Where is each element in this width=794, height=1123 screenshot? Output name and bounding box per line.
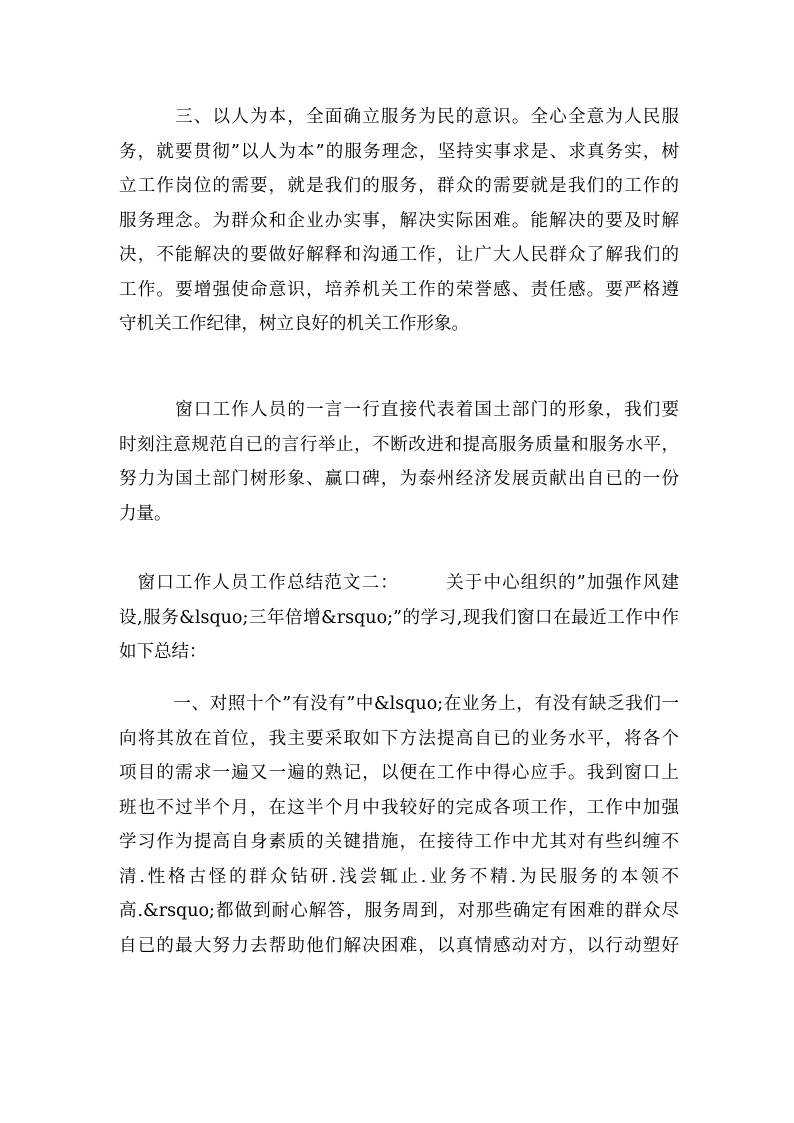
- text-line: 学习作为提高自身素质的关键措施，在接待工作中尤其对有些纠缠不: [119, 832, 679, 852]
- text-line: 工作。要增强使命意识，培养机关工作的荣誉感、责任感。要严格遵: [119, 279, 679, 300]
- text-line: 如下总结：: [119, 642, 207, 662]
- text-line: 窗口工作人员工作总结范文二： 关于中心组织的”加强作风建: [119, 573, 679, 593]
- text-line: 决，不能解决的要做好解释和沟通工作，让广大人民群众了解我们的: [119, 245, 679, 265]
- paragraph-window-staff-image: [119, 393, 679, 531]
- text-line: 班也不过半个月，在这半个月中我较好的完成各项工作，工作中加强: [119, 797, 679, 818]
- text-line: 一、对照十个”有没有”中&lsquo;在业务上，有没有缺乏我们一: [119, 694, 679, 714]
- text-line: 高.&rsquo;都做到耐心解答，服务周到，对那些确定有困难的群众尽: [119, 901, 679, 921]
- text-line: 清.性格古怪的群众钻研.浅尝辄止.业务不精.为民服务的本领不: [119, 866, 679, 887]
- paragraph-ten-questions: [119, 687, 679, 963]
- paragraph-service-for-people: [119, 100, 679, 342]
- text-line: 力量。: [119, 503, 172, 524]
- paragraph-sample-two-heading: [119, 566, 679, 670]
- text-line: 守机关工作纪律，树立良好的机关工作形象。: [119, 314, 469, 334]
- text-line: 自已的最大努力去帮助他们解决困难，以真情感动对方，以行动塑好: [119, 935, 679, 956]
- text-line: 时刻注意规范自已的言行举止，不断改进和提高服务质量和服务水平，: [119, 434, 679, 455]
- text-line: 服务理念。为群众和企业办实事，解决实际困难。能解决的要及时解: [119, 210, 679, 231]
- text-line: 窗口工作人员的一言一行直接代表着国土部门的形象，我们要: [119, 400, 679, 420]
- text-line: 务，就要贯彻”以人为本”的服务理念，坚持实事求是、求真务实，树: [119, 141, 679, 162]
- text-line: 三、以人为本，全面确立服务为民的意识。全心全意为人民服: [119, 107, 679, 127]
- text-line: 向将其放在首位，我主要采取如下方法提高自已的业务水平，将各个: [119, 728, 679, 749]
- text-line: 设,服务&lsquo;三年倍增&rsquo;”的学习,现我们窗口在最近工作中作: [119, 607, 679, 628]
- text-line: 项目的需求一遍又一遍的熟记，以便在工作中得心应手。我到窗口上: [119, 763, 679, 783]
- text-line: 努力为国土部门树形象、赢口碑，为泰州经济发展贡献出自已的一份: [119, 469, 679, 489]
- text-line: 立工作岗位的需要，就是我们的服务，群众的需要就是我们的工作的: [119, 176, 679, 196]
